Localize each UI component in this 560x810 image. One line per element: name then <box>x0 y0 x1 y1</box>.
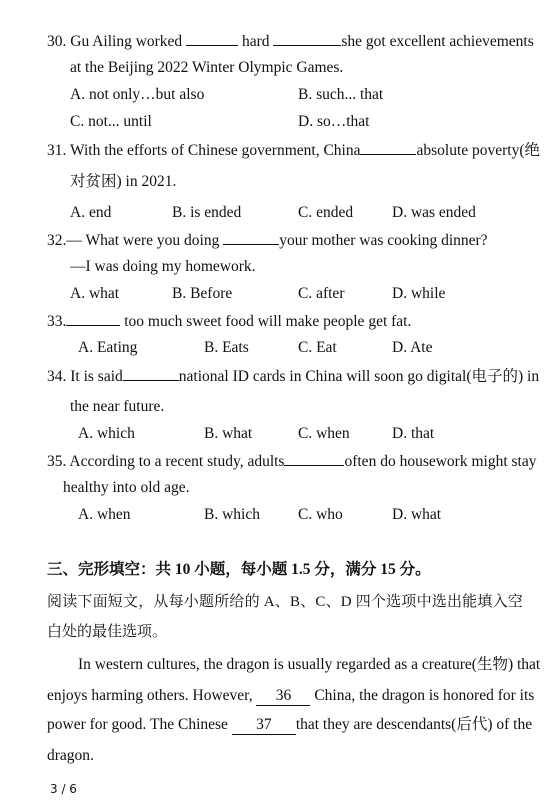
q30-option-a[interactable]: A. not only…but also <box>70 86 205 103</box>
q32-option-d[interactable]: D. while <box>392 285 446 302</box>
q31-stem-line1 <box>47 139 540 162</box>
q33-option-a[interactable]: A. Eating <box>78 339 138 356</box>
passage-line4: dragon. <box>47 747 94 764</box>
q31-stem-part-b: absolute poverty(绝 <box>416 142 541 159</box>
section-instruction-line1: 阅读下面短文，从每小题所给的 A、B、C、D 四个选项中选出能填入空 <box>47 594 523 610</box>
q35-option-a[interactable]: A. when <box>78 506 131 523</box>
q30-option-b[interactable]: B. such... that <box>298 86 384 103</box>
q30-option-c[interactable]: C. not... until <box>70 113 152 130</box>
q33-option-c[interactable]: C. Eat <box>298 339 337 356</box>
passage-line3-part-a: power for good. The Chinese <box>47 716 228 733</box>
section-instruction-line2: 白处的最佳选项。 <box>47 624 168 640</box>
q33-stem-part-b: too much sweet food will make people get fat. <box>124 313 412 330</box>
q35-blank <box>284 450 344 466</box>
q32-stem-part-b: your mother was cooking dinner? <box>279 232 488 249</box>
q32-blank <box>223 229 279 245</box>
q33-option-b[interactable]: B. Eats <box>204 339 249 356</box>
q34-option-b[interactable]: B. what <box>204 425 253 442</box>
q35-option-d[interactable]: D. what <box>392 506 442 523</box>
passage-blank-36: 36 <box>256 687 310 706</box>
page-number: 3 / 6 <box>50 782 77 796</box>
passage-line3-part-b: that they are descendants(后代) of the <box>295 716 533 733</box>
q33-stem <box>47 310 411 333</box>
q33-option-d[interactable]: D. Ate <box>392 339 433 356</box>
passage-line2-part-a: enjoys harming others. However, <box>47 687 253 704</box>
q30-stem-part-c: she got excellent achievements <box>341 33 534 50</box>
q34-option-d[interactable]: D. that <box>392 425 435 442</box>
q32-option-b[interactable]: B. Before <box>172 285 233 302</box>
q30-stem-part-b: hard <box>241 33 270 50</box>
q35-stem-part-a: 35. According to a recent study, adults <box>47 453 285 470</box>
passage-line3 <box>47 714 532 736</box>
q30-blank-1 <box>186 30 238 46</box>
q31-stem-part-a: 31. With the efforts of Chinese government, China <box>47 142 361 159</box>
q34-option-a[interactable]: A. which <box>78 425 135 442</box>
q34-stem-line1 <box>47 365 539 388</box>
q30-stem-line2: at the Beijing 2022 Winter Olympic Games. <box>70 59 344 76</box>
q30-option-d[interactable]: D. so…that <box>298 113 370 130</box>
q31-option-c[interactable]: C. ended <box>298 204 354 221</box>
q32-option-a[interactable]: A. what <box>70 285 120 302</box>
q32-stem-part-a: 32.— What were you doing <box>47 232 220 249</box>
q34-option-c[interactable]: C. when <box>298 425 350 442</box>
q32-stem-line1 <box>47 229 488 252</box>
q32-reply: —I was doing my homework. <box>70 258 256 275</box>
q30-stem-part-a: 30. Gu Ailing worked <box>47 33 183 50</box>
q33-stem-part-a: 33. <box>47 313 67 330</box>
q31-option-b[interactable]: B. is ended <box>172 204 242 221</box>
q35-stem-line1 <box>47 450 536 473</box>
passage-line1: In western cultures, the dragon is usually regarded as a creature(生物) that <box>78 656 541 673</box>
passage-blank-37: 37 <box>232 716 296 735</box>
q34-stem-part-a: 34. It is said <box>47 368 123 385</box>
q30-stem-line1 <box>47 30 534 53</box>
q35-option-c[interactable]: C. who <box>298 506 343 523</box>
q34-stem-line2: the near future. <box>70 398 165 415</box>
q32-option-c[interactable]: C. after <box>298 285 345 302</box>
passage-line2 <box>47 685 534 707</box>
q34-stem-part-b: national ID cards in China will soon go digital(电子的) in <box>178 368 540 385</box>
q31-blank <box>360 139 416 155</box>
section-heading: 三、完形填空：共 10 小题，每小题 1.5 分，满分 15 分。 <box>47 561 431 578</box>
q33-blank <box>66 310 120 326</box>
q31-stem-line2: 对贫困) in 2021. <box>70 173 177 190</box>
q31-option-a[interactable]: A. end <box>70 204 112 221</box>
q31-option-d[interactable]: D. was ended <box>392 204 476 221</box>
q34-blank <box>123 365 179 381</box>
q35-stem-part-b: often do housework might stay <box>344 453 537 470</box>
q35-stem-line2: healthy into old age. <box>63 479 190 496</box>
passage-line2-part-b: China, the dragon is honored for its <box>314 687 535 704</box>
q30-blank-2 <box>273 30 341 46</box>
q35-option-b[interactable]: B. which <box>204 506 260 523</box>
